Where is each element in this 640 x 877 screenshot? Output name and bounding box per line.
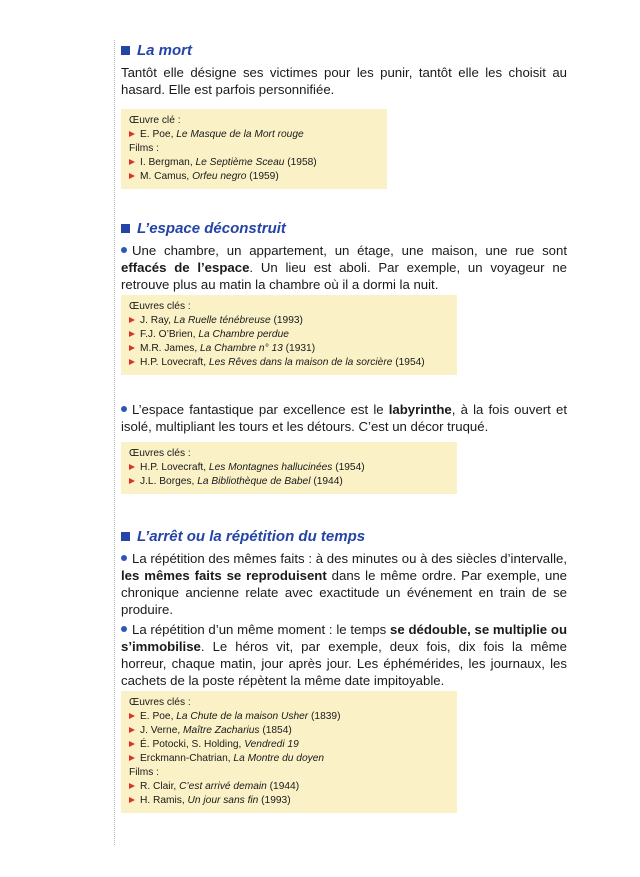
reference-title: C’est arrivé demain	[179, 781, 267, 792]
bullet-triangle-icon	[129, 797, 135, 803]
references-box	[121, 442, 457, 494]
bullet-triangle-icon	[129, 317, 135, 323]
reference-author: I. Bergman,	[140, 157, 196, 168]
heading-text: La mort	[137, 41, 193, 59]
bullet-triangle-icon	[129, 159, 135, 165]
paragraph	[121, 242, 567, 293]
emphasis-text: labyrinthe	[388, 402, 452, 417]
reference-item	[129, 170, 379, 184]
reference-author: É. Potocki, S. Holding,	[140, 739, 245, 750]
reference-author: H. Ramis,	[140, 795, 188, 806]
reference-title: La Montre du doyen	[233, 753, 325, 764]
reference-year: (1954)	[392, 357, 425, 368]
reference-author: Erckmann-Chatrian,	[140, 753, 234, 764]
reference-item	[129, 710, 449, 724]
reference-year: (1854)	[259, 725, 292, 736]
heading-square-icon	[121, 532, 130, 541]
heading-text: L’arrêt ou la répétition du temps	[137, 527, 366, 545]
reference-item	[129, 794, 449, 808]
reference-item	[129, 461, 449, 475]
section-heading	[121, 526, 567, 546]
paragraph	[121, 550, 567, 618]
paragraph-text: Tantôt elle désigne ses victimes pour les punir, tantôt elle les choisit au hasard. Elle est parfois personnifiée.	[121, 65, 567, 97]
box-label: Œuvres clés :	[129, 448, 191, 459]
heading-text: L’espace déconstruit	[137, 219, 286, 237]
reference-title: La Bibliothèque de Babel	[197, 476, 311, 487]
reference-item	[129, 128, 379, 142]
reference-year: (1839)	[308, 711, 341, 722]
box-label: Œuvres clés :	[129, 697, 191, 708]
emphasis-text: se dédouble, se multiplie ou s’immobilise	[121, 622, 567, 654]
reference-item	[129, 356, 449, 370]
reference-author: M. Camus,	[140, 171, 193, 182]
reference-author: J. Verne,	[140, 725, 184, 736]
reference-item	[129, 328, 449, 342]
reference-item	[129, 314, 449, 328]
box-label: Œuvres clés :	[129, 301, 191, 312]
bullet-triangle-icon	[129, 173, 135, 179]
bullet-triangle-icon	[129, 755, 135, 761]
margin-rule	[114, 40, 115, 845]
reference-year: (1958)	[284, 157, 317, 168]
references-box	[121, 109, 387, 189]
paragraph-text: L’espace fantastique par excellence est le	[132, 402, 389, 417]
reference-title: La Chute de la maison Usher	[176, 711, 309, 722]
references-box	[121, 691, 457, 813]
paragraph-text: . Un lieu est aboli. Par exemple, un voyageur ne retrouve plus au matin la chambre où il a dormi la nuit.	[121, 260, 568, 292]
paragraph-text: Une chambre, un appartement, un étage, une maison, une rue sont	[132, 243, 567, 258]
bullet-triangle-icon	[129, 478, 135, 484]
reference-title: Le Septième Sceau	[195, 157, 285, 168]
paragraph-bullet-icon	[121, 247, 127, 253]
bullet-triangle-icon	[129, 713, 135, 719]
reference-year: (1959)	[246, 171, 279, 182]
reference-title: Maître Zacharius	[183, 725, 260, 736]
reference-item	[129, 156, 379, 170]
reference-year: (1993)	[270, 315, 303, 326]
reference-title: Les Rêves dans la maison de la sorcière	[208, 357, 393, 368]
reference-title: Les Montagnes hallucinées	[208, 462, 333, 473]
reference-item	[129, 752, 449, 766]
reference-author: E. Poe,	[140, 711, 177, 722]
heading-square-icon	[121, 224, 130, 233]
reference-author: H.P. Lovecraft,	[140, 462, 209, 473]
section-espace-deconstruit	[121, 218, 567, 293]
paragraph	[121, 621, 567, 689]
paragraph-text: , à la fois ouvert et isolé, multipliant les tours et les détours. C’est un décor truqué.	[121, 402, 567, 434]
paragraph-text: dans le même ordre. Par exemple, une chronique ancienne relate avec exactitude un événement en train de se produire.	[121, 568, 567, 617]
section-heading	[121, 218, 567, 238]
reference-author: J.L. Borges,	[140, 476, 198, 487]
bullet-triangle-icon	[129, 359, 135, 365]
paragraph-labyrinthe	[121, 401, 567, 435]
reference-title: Orfeu negro	[192, 171, 247, 182]
paragraph	[121, 401, 567, 435]
section-heading	[121, 40, 567, 60]
reference-title: La Ruelle ténébreuse	[173, 315, 271, 326]
section-la-mort	[121, 40, 567, 98]
reference-author: R. Clair,	[140, 781, 180, 792]
reference-author: E. Poe,	[140, 129, 177, 140]
reference-title: Vendredi 19	[244, 739, 299, 750]
reference-item	[129, 738, 449, 752]
reference-item	[129, 342, 449, 356]
reference-year: (1944)	[310, 476, 343, 487]
box-label: Œuvre clé :	[129, 115, 181, 126]
reference-title: Un jour sans fin	[187, 795, 259, 806]
bullet-triangle-icon	[129, 727, 135, 733]
heading-square-icon	[121, 46, 130, 55]
reference-author: M.R. James,	[140, 343, 201, 354]
paragraph-bullet-icon	[121, 555, 127, 561]
bullet-triangle-icon	[129, 131, 135, 137]
emphasis-text: les mêmes faits se reproduisent	[121, 568, 327, 583]
bullet-triangle-icon	[129, 741, 135, 747]
paragraph-text: . Le héros vit, par exemple, deux fois, dix fois la même horreur, chaque matin, jour après jour. Les éphémérides, les journaux, les cachets de la poste répètent la même date impitoyable.	[121, 639, 567, 688]
reference-year: (1931)	[282, 343, 316, 354]
reference-item	[129, 724, 449, 738]
box-label: Films :	[129, 143, 159, 154]
reference-item	[129, 780, 449, 794]
bullet-triangle-icon	[129, 345, 135, 351]
paragraph-bullet-icon	[121, 626, 127, 632]
bullet-triangle-icon	[129, 464, 135, 470]
reference-year: (1944)	[266, 781, 300, 792]
reference-author: H.P. Lovecraft,	[140, 357, 209, 368]
reference-title: Le Masque de la Mort rouge	[176, 129, 304, 140]
paragraph-text: La répétition des mêmes faits : à des minutes ou à des siècles d’intervalle,	[132, 551, 567, 566]
reference-year: (1993)	[258, 795, 291, 806]
reference-year: (1954)	[332, 462, 365, 473]
section-arret-repetition-temps	[121, 526, 567, 689]
paragraph-bullet-icon	[121, 406, 127, 412]
emphasis-text: effacés de l’espace	[121, 260, 250, 275]
reference-author: J. Ray,	[140, 315, 174, 326]
reference-author: F.J. O’Brien,	[140, 329, 199, 340]
references-box	[121, 295, 457, 375]
reference-title: La Chambre n° 13	[200, 343, 283, 354]
box-label: Films :	[129, 767, 159, 778]
reference-item	[129, 475, 449, 489]
bullet-triangle-icon	[129, 331, 135, 337]
bullet-triangle-icon	[129, 783, 135, 789]
paragraph	[121, 64, 567, 98]
paragraph-text: La répétition d’un même moment : le temps	[132, 622, 391, 637]
reference-title: La Chambre perdue	[198, 329, 289, 340]
